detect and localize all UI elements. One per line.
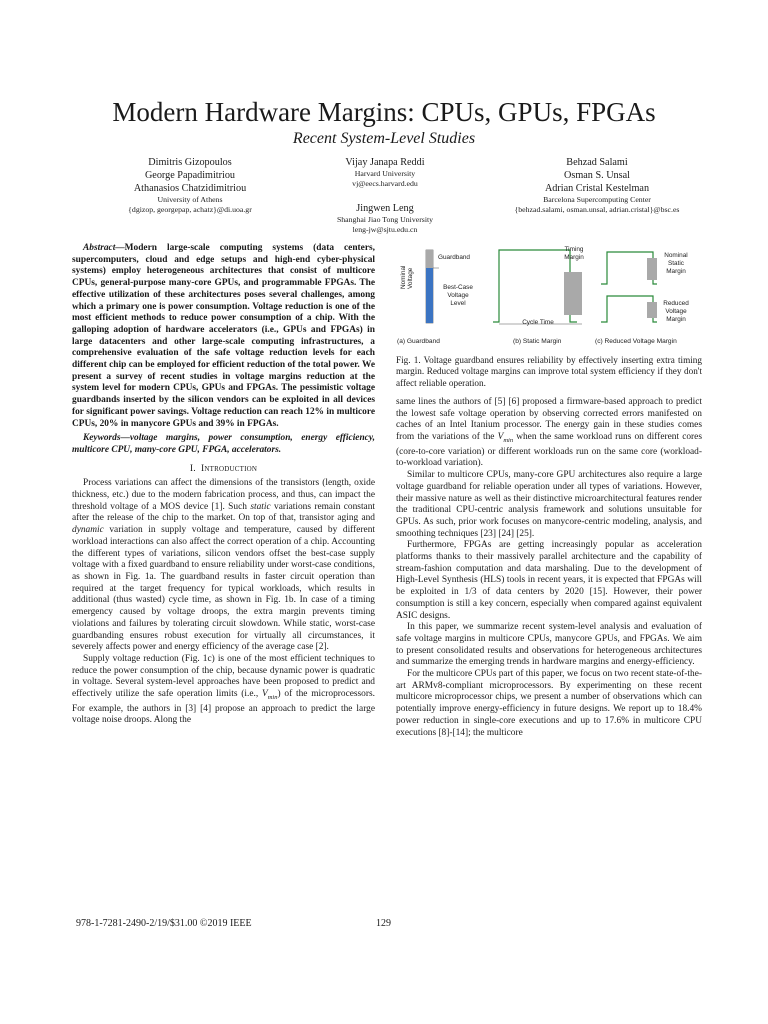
author-name: Adrian Cristal Kestelman [544, 183, 650, 194]
subfigure-b-label: (b) Static Margin [513, 338, 562, 345]
author-name: Osman S. Unsal [564, 170, 630, 181]
right-paragraph-4: In this paper, we summarize recent system-level analysis and evaluation of safe voltage margins in multicore CPUs, manycore GPUs, and FPGAs. We aim to present consolidated results and observations for heterogeneous architectures and summarize the emerging trends in hardware margins and energy-efficiency. [396, 622, 702, 668]
author-name: Vijay Janapa Reddi [345, 157, 425, 168]
text-run: V [262, 689, 268, 700]
keywords-text: —voltage margins, power consumption, energy efficiency, multicore CPU, many-core GPU, FPGA, accelerators. [72, 433, 375, 455]
author-name: Dimitris Gizopoulos [148, 157, 232, 168]
subfigure-a-label: (a) Guardband [397, 338, 440, 345]
text-run: variation in supply voltage and temperature, caused by different workload interactions can also affect the correct operation of a chip. Accounting the different types of variations, silicon vendors offset the best-case supply voltage with a fixed guardband to ensure reliability under worst-case conditions, as shown in Fig. 1a. The guardband results in faster circuit operation than required at the target frequency for typical workloads, which results in additional (thus wasted) cycle time, as shown in Fig. 1b. In case of a timing emergency caused by voltage droops, the extra margin prevents timing violations and failures by tolerating circuit slowdown. While static, worst-case guardbanding ensures robust execution for virtually all circumstances, it severely affects power and energy efficiency of the average case [2]. [72, 525, 375, 653]
right-paragraph-5: For the multicore CPUs part of this paper, we focus on two recent state-of-the-art ARMv8-compliant microprocessors. By experimenting on these recent multicore microprocessor chips, we present a number of observations which can potentially improve energy-efficiency in future designs. We report up to 18.4% power reduction in single-core executions and up to 17.6% in multicore CPU executions [8]-[14]; the multicore [396, 669, 702, 738]
right-paragraph-1 [396, 397, 702, 470]
text-run: static [250, 501, 271, 512]
author-name: Jingwen Leng [356, 203, 414, 214]
section-heading [72, 463, 375, 475]
left-column [72, 243, 375, 727]
author-email: {dgizop, georgepap, achatz}@di.uoa.gr [128, 205, 252, 214]
author-email: leng-jw@sjtu.edu.cn [352, 225, 418, 234]
text-run: V [497, 432, 504, 443]
keywords-label: Keywords [83, 433, 121, 444]
cycle-time-label: Cycle Time [522, 319, 554, 326]
right-paragraph-2: Similar to multicore CPUs, many-core GPU architectures also require a large voltage guardband for reliable operation under all types of variations. However, their massive nature as well as their distinctive microarchitectural features render the traditional CPU-centric analysis framework and solutions unsuitable for GPUs. As such, prior work focuses on manycore-centric modeling, analysis, and smoothing techniques [23] [24] [25]. [396, 470, 702, 539]
author-email: vj@eecs.harvard.edu [352, 179, 418, 188]
guardband-label: Guardband [438, 254, 470, 261]
timing-margin-bar [564, 272, 582, 315]
author-block-right [478, 156, 716, 215]
text-run: same lines the authors of [5] [6] proposed a firmware-based approach to predict the lowest safe voltage operation by observing corrected errors manifested on caches of an Intel Itanium processor. The energy gain in these studies comes from the variations of the [396, 397, 702, 443]
subfigure-c-label: (c) Reduced Voltage Margin [595, 338, 677, 345]
author-name: Behzad Salami [566, 157, 628, 168]
section-title: Introduction [201, 462, 258, 474]
reduced-voltage-label: Reduced Voltage Margin [663, 300, 689, 323]
author-affiliation: Barcelona Supercomputing Center [543, 195, 651, 204]
text-run: ) of the microprocessors. For example, the authors in [3] [4] propose an approach to predict the large voltage noise droops. Along the [72, 689, 375, 726]
best-case-label: Best-Case Voltage Level [443, 284, 473, 307]
timing-margin-label: Timing Margin [564, 246, 584, 261]
text-run: min [267, 693, 278, 701]
author-block-left [80, 156, 300, 215]
footer-isbn: 978-1-7281-2490-2/19/$31.00 ©2019 IEEE [76, 918, 252, 929]
intro-paragraph-2 [72, 654, 375, 727]
paper-title: Modern Hardware Margins: CPUs, GPUs, FPGAs [112, 97, 656, 127]
section-number: I. [189, 462, 196, 474]
keywords [72, 433, 375, 456]
figure-1-caption: Fig. 1. Voltage guardband ensures reliability by effectively inserting extra timing margin. Reduced voltage margins can improve total system efficiency if they don't affect reliable operation. [396, 355, 702, 388]
guardband-bar [426, 250, 433, 268]
best-case-voltage-bar [426, 268, 433, 323]
text-run: when the same workload runs on different cores (core-to-core variation) or different workloads run on the same core (workload-to-workload variation). [396, 432, 702, 469]
author-affiliation: Harvard University [354, 169, 416, 178]
author-name: George Papadimitriou [144, 170, 236, 181]
page-number: 129 [376, 918, 391, 929]
abstract-label: Abstract [83, 243, 116, 253]
right-column [396, 397, 702, 739]
text-run: variations remain constant after the release of the chip to the market. On top of that, transistor aging and [72, 501, 376, 524]
right-paragraph-3: Furthermore, FPGAs are getting increasingly popular as acceleration platforms thanks to their massively parallel architecture and the capability of stream-fashion computation and data marshaling. Due to the development of High-Level Synthesis (HLS) tools in recent years, it is expected that FPGAs will be exploited in 1/3 of data centers by 2020 [15]. However, their power consumption is still a key concern, especially when compared against equivalent ASIC designs. [396, 540, 702, 621]
text-run: min [503, 436, 514, 444]
paper-subtitle: Recent System-Level Studies [292, 130, 476, 147]
abstract [72, 243, 375, 430]
text-run: dynamic [72, 525, 104, 536]
author-name: Athanasios Chatzidimitriou [133, 183, 247, 194]
abstract-text: —Modern large-scale computing systems (data centers, supercomputers, cloud and edge setups and high-end cyber-physical systems) employ heterogeneous architectures that consist of multicore CPUs, general-purpose many-core GPUs, and programmable FPGAs. The effective utilization of these architectures poses several challenges, among which a primary one is power consumption. Voltage reduction is one of the most efficient methods to reduce power consumption of a chip. With the galloping adoption of hardware accelerators (i.e., GPUs and FPGAs) in large datacenters and other large-scale computing infrastructures, a comprehensive evaluation of the safe voltage reduction levels for each different chip can be employed for efficient reduction of the total power. We present a survey of recent studies in voltage margins reduction at the system level for modern CPUs, GPUs and FPGAs. The pessimistic voltage guardbands inserted by the silicon vendors can be exploited in all devices for significant power savings. Voltage reduction can reach 12% in multicore CPUs, 20% in manycore GPUs and 39% in FPGAs. [72, 243, 375, 429]
author-affiliation: Shanghai Jiao Tong University [336, 215, 434, 224]
author-block-middle [290, 156, 480, 235]
figure-1 [395, 244, 705, 352]
text-run: Supply voltage reduction (Fig. 1c) is one of the most efficient techniques to reduce the power consumption of the chip, because dynamic power is quadratic in voltage. Several system-level approaches have been proposed to predict and effectively utilize the safe operation limits (i.e., [72, 653, 375, 700]
nominal-static-label: Nominal Static Margin [664, 252, 688, 275]
intro-paragraph-1 [72, 478, 375, 654]
author-affiliation: University of Athens [157, 195, 223, 204]
nominal-voltage-label: Nominal Voltage [400, 265, 414, 289]
author-email: {behzad.salami, osman.unsal, adrian.cristal}@bsc.es [514, 205, 680, 214]
text-run: Process variations can affect the dimensions of the transistors (length, oxide thickness, etc.) due to the modern fabrication process, and thus, can impact the threshold voltage of a MOS device [1]. Such [72, 478, 375, 512]
